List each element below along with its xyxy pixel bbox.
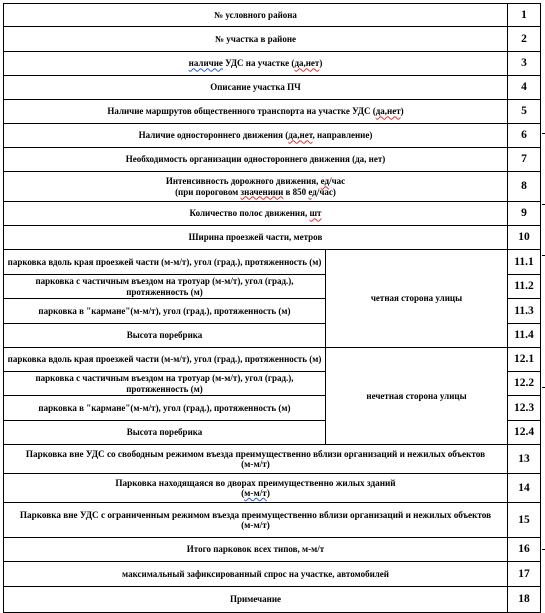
- text-fragment: шт: [309, 208, 322, 219]
- table-row: [4, 202, 541, 226]
- text-line: Парковка вне УДС с ограниченным режимом въезда преимущественно вблизи организаций и нежилых объектов: [19, 509, 492, 520]
- table-row: [4, 503, 541, 538]
- text-line: (м-м/т): [241, 459, 270, 469]
- row-label: Необходимость организации одностороннего движения (да, нет): [4, 148, 508, 172]
- row-number: 12.2: [508, 372, 541, 396]
- text-line: Парковка вне УДС со свободным режимом въезда преимущественно вблизи организаций и нежилых объектов: [25, 448, 486, 459]
- row-label: [4, 52, 508, 76]
- row-number: 6: [508, 124, 541, 148]
- text-line: (м-м/т): [241, 520, 270, 530]
- text-line: Парковка находящаяся во дворах преимущественно жилых зданий: [115, 477, 396, 488]
- text-fragment: УДС на участке (: [222, 58, 295, 69]
- row-number: 11.2: [508, 275, 541, 299]
- row-number: 12.1: [508, 348, 541, 372]
- row-number: 2: [508, 27, 541, 52]
- row-number: 10: [508, 226, 541, 250]
- text-fragment: да,нет: [288, 130, 313, 141]
- row-label: парковка с частичным въездом на тротуар (м-м/т), угол (град.), протяженность (м): [4, 275, 326, 299]
- row-label: [4, 445, 508, 474]
- row-number: 18: [508, 587, 541, 613]
- text-fragment: м-м/т: [244, 488, 267, 498]
- text-fragment: ед: [320, 176, 330, 187]
- row-number: 1: [508, 4, 541, 27]
- even-side-label: четная сторона улицы: [326, 250, 508, 348]
- text-fragment: Наличие одностороннего движения (: [138, 130, 289, 141]
- row-label: [4, 124, 508, 148]
- table-row: [4, 474, 541, 503]
- text-fragment: (: [241, 488, 245, 498]
- row-number: 11.4: [508, 324, 541, 348]
- row-number: 12.4: [508, 421, 541, 445]
- row-number: 15: [508, 503, 541, 538]
- text-fragment: (при пороговом: [175, 186, 241, 197]
- table-row: [4, 445, 541, 474]
- odd-side-label: нечетная сторона улицы: [326, 348, 508, 445]
- row-label: парковка в "кармане"(м-м/т), угол (град.), протяженность (м): [4, 396, 326, 421]
- table-row: [4, 4, 541, 27]
- text-fragment: ): [319, 58, 323, 69]
- row-label: Итого парковок всех типов, м-м/т: [4, 538, 508, 562]
- row-number: 14: [508, 474, 541, 503]
- table-row: [4, 100, 541, 124]
- row-number: 9: [508, 202, 541, 226]
- table-row: [4, 250, 541, 275]
- row-label: [4, 202, 508, 226]
- table-row: [4, 538, 541, 562]
- table-row: [4, 562, 541, 587]
- text-fragment: , направление): [312, 130, 373, 141]
- text-fragment: Интенсивность дорожного движения,: [165, 176, 321, 187]
- table-row: [4, 348, 541, 372]
- row-number: 17: [508, 562, 541, 587]
- table-row: [4, 226, 541, 250]
- row-label: Примечание: [4, 587, 508, 613]
- survey-form-table: [3, 3, 541, 613]
- row-number: 11.3: [508, 299, 541, 324]
- row-label: [4, 474, 508, 503]
- row-label: Высота поребрика: [4, 324, 326, 348]
- row-label: [4, 172, 508, 202]
- row-label: № условного района: [4, 4, 508, 27]
- table-row: [4, 172, 541, 202]
- row-label: Ширина проезжей части, метров: [4, 226, 508, 250]
- table-row: [4, 148, 541, 172]
- row-number: 13: [508, 445, 541, 474]
- row-label: парковка в "кармане"(м-м/т), угол (град.), протяженность (м): [4, 299, 326, 324]
- row-label: Высота поребрика: [4, 421, 326, 445]
- text-fragment: значениии: [240, 186, 284, 197]
- table-row: [4, 76, 541, 100]
- text-fragment: ): [266, 488, 270, 498]
- table-row: [4, 52, 541, 76]
- text-fragment: ед: [308, 186, 317, 197]
- row-number: 5: [508, 100, 541, 124]
- row-label: № участка в районе: [4, 27, 508, 52]
- row-number: 7: [508, 148, 541, 172]
- row-label: [4, 503, 508, 538]
- text-fragment: Количество полос движения,: [189, 208, 310, 219]
- text-fragment: /час): [316, 186, 336, 197]
- text-fragment: Наличие маршрутов общественного транспорта на участке УДС (: [107, 106, 376, 117]
- row-number: 12.3: [508, 396, 541, 421]
- row-number: 16: [508, 538, 541, 562]
- row-label: парковка вдоль края проезжей части (м-м/т), угол (град.), протяженность (м): [4, 250, 326, 275]
- table-row: [4, 27, 541, 52]
- row-label: [4, 100, 508, 124]
- row-label: максимальный зафиксированный спрос на участке, автомобилей: [4, 562, 508, 587]
- text-fragment: да,нет: [375, 106, 401, 117]
- table-row: [4, 587, 541, 613]
- row-label: Описание участка ПЧ: [4, 76, 508, 100]
- table-row: [4, 124, 541, 148]
- row-label: парковка вдоль края проезжей части (м-м/т), угол (град.), протяженность (м): [4, 348, 326, 372]
- text-fragment: в 850: [283, 186, 309, 197]
- row-number: 8: [508, 172, 541, 202]
- row-number: 4: [508, 76, 541, 100]
- text-fragment: ): [400, 106, 404, 117]
- row-number: 3: [508, 52, 541, 76]
- row-number: 11.1: [508, 250, 541, 275]
- text-fragment: да,нет: [294, 58, 320, 69]
- text-fragment: наличие: [188, 58, 223, 69]
- text-fragment: /час: [329, 176, 346, 187]
- row-label: парковка с частичным въездом на тротуар (м-м/т), угол (град.), протяженность (м): [4, 372, 326, 396]
